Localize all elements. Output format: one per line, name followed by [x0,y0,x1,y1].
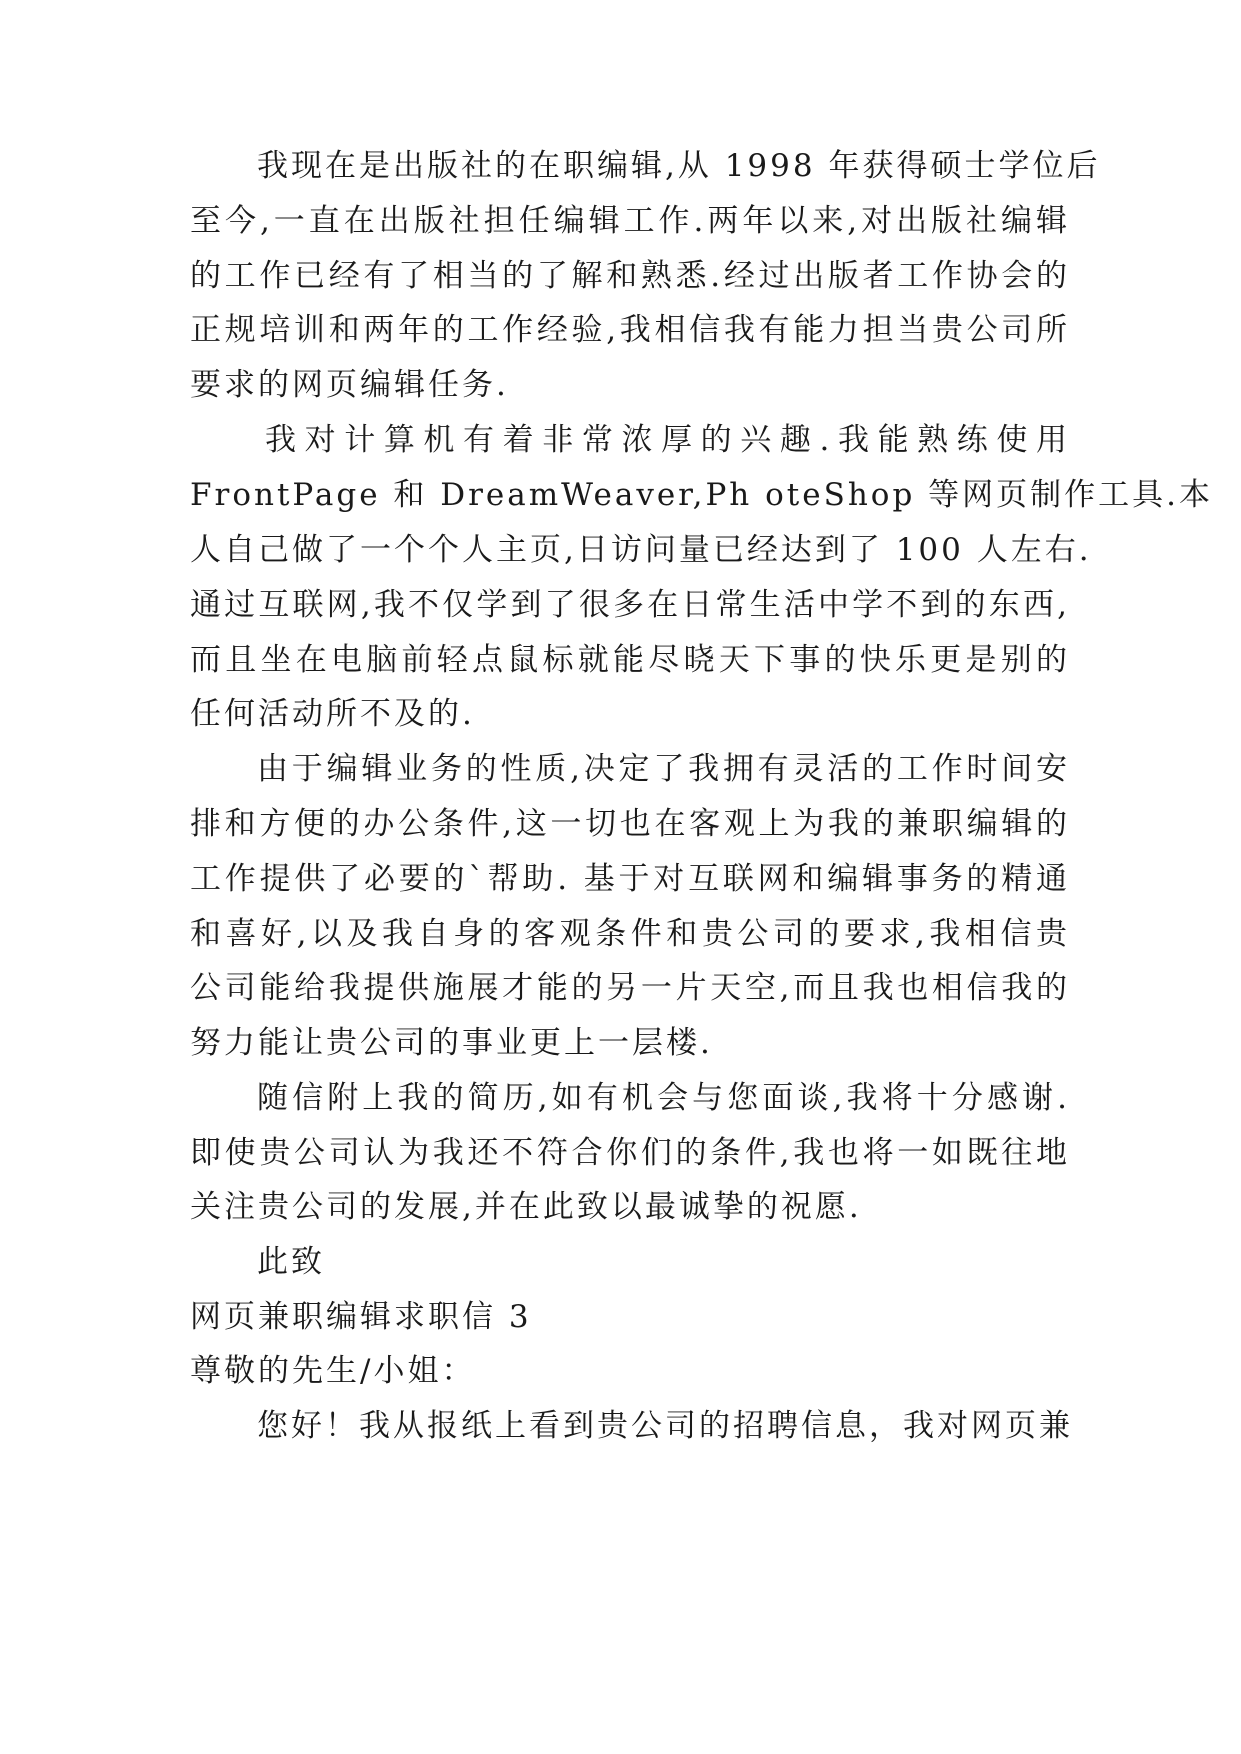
text-line: 和喜好,以及我自身的客观条件和贵公司的要求,我相信贵 [190,916,1070,952]
text-line: 至今,一直在出版社担任编辑工作.两年以来,对出版社编辑 [190,203,1070,239]
text-line: 排和方便的办公条件,这一切也在客观上为我的兼职编辑的 [190,806,1070,842]
text-line: 努力能让贵公司的事业更上一层楼. [190,1025,713,1061]
text-line: 要求的网页编辑任务. [190,367,509,403]
text-line: 而且坐在电脑前轻点鼠标就能尽晓天下事的快乐更是别的 [190,642,1070,678]
text-line: 我对计算机有着非常浓厚的兴趣.我能熟练使用 [265,422,1070,458]
text-line: 任何活动所不及的. [190,696,475,732]
text-line: 即使贵公司认为我还不符合你们的条件,我也将一如既往地 [190,1135,1070,1171]
text-line: 公司能给我提供施展才能的另一片天空,而且我也相信我的 [190,970,1070,1006]
salutation: 尊敬的先生/小姐： [190,1353,476,1389]
text-line: 关注贵公司的发展,并在此致以最诚挚的祝愿. [190,1189,862,1225]
letter-title: 网页兼职编辑求职信 3 [190,1299,532,1335]
text-line: 随信附上我的简历,如有机会与您面谈,我将十分感谢. [257,1080,1070,1116]
text-line: 通过互联网,我不仅学到了很多在日常生活中学不到的东西, [190,587,1070,623]
text-line: 工作提供了必要的`帮助. 基于对互联网和编辑事务的精通 [190,861,1070,897]
text-line: 我现在是出版社的在职编辑,从 1998 年获得硕士学位后 [257,148,1101,184]
text-line: 人自己做了一个个人主页,日访问量已经达到了 100 人左右. [190,532,1092,568]
text-line: 正规培训和两年的工作经验,我相信我有能力担当贵公司所 [190,312,1070,348]
text-line: FrontPage 和 DreamWeaver,Ph oteShop 等网页制作工具.本 [190,477,1214,513]
text-line: 由于编辑业务的性质,决定了我拥有灵活的工作时间安 [257,751,1070,787]
closing-text: 此致 [257,1244,325,1280]
text-line: 的工作已经有了相当的了解和熟悉.经过出版者工作协会的 [190,258,1070,294]
opening-line: 您好！我从报纸上看到贵公司的招聘信息，我对网页兼 [257,1408,1073,1444]
